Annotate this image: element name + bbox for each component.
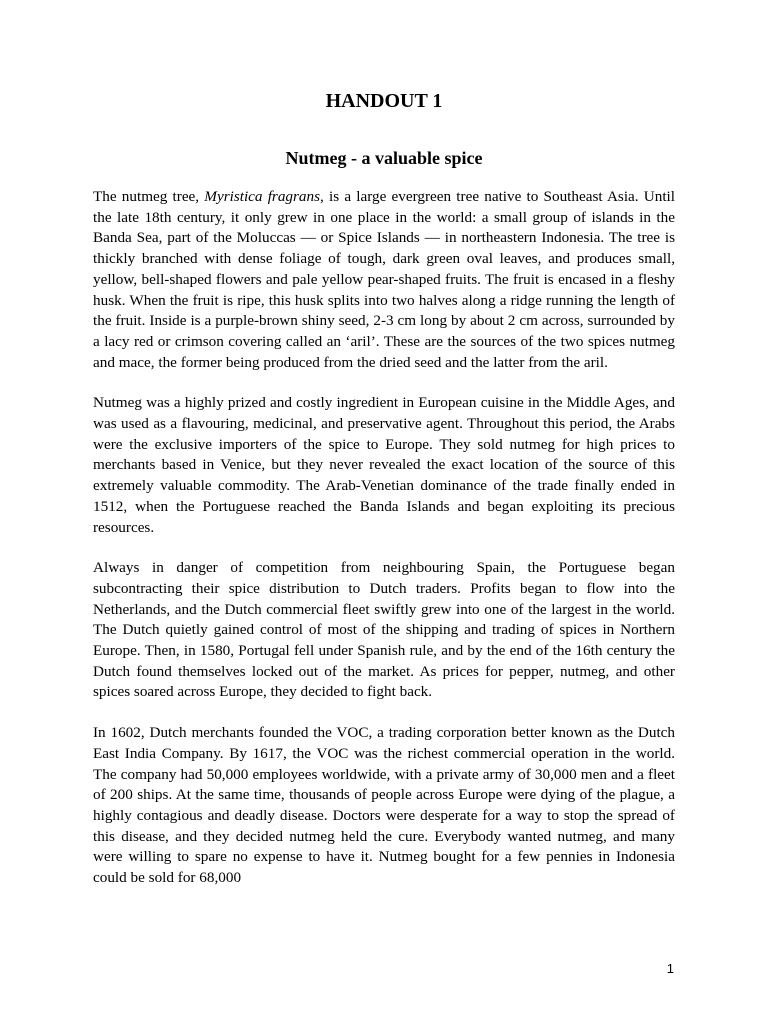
page-number: 1 [666,961,674,976]
document-body [93,187,675,909]
document-title: HANDOUT 1 [325,90,443,112]
document-subtitle: Nutmeg - a valuable spice [285,148,483,168]
paragraph-2: Nutmeg was a highly prized and costly ingredient in European cuisine in the Middle Ages, and was used as a flavouring, medicinal, and preservative agent. Throughout this period, the Arabs were the exclusive importers of the spice to Europe. They sold nutmeg for high prices to merchants based in Venice, but they never revealed the exact location of the source of this extremely valuable commodity. The Arab-Venetian dominance of the trade finally ended in 1512, when the Portuguese reached the Banda Islands and began exploiting its precious resources. [93,394,675,536]
species-name: Myristica fragrans [204,188,321,205]
paragraph-1-after: , is a large evergreen tree native to Southeast Asia. Until the late 18th century, it only grew in one place in the world: a small group of islands in the Banda Sea, part of the Moluccas — or Spice Islands — in northeastern Indonesia. The tree is thickly branched with dense foliage of tough, dark green oval leaves, and produces small, yellow, bell-shaped flowers and pale yellow pear-shaped fruits. The fruit is encased in a fleshy husk. When the fruit is ripe, this husk splits into two halves along a ridge running the length of the fruit. Inside is a purple-brown shiny seed, 2-3 cm long by about 2 cm across, surrounded by a lacy red or crimson covering called an ‘aril’. These are the sources of the two spices nutmeg and mace, the former being produced from the dried seed and the latter from the aril. [93,188,675,371]
paragraph-3: Always in danger of competition from neighbouring Spain, the Portuguese began subcontracting their spice distribution to Dutch traders. Profits began to flow into the Netherlands, and the Dutch commercial fleet swiftly grew into one of the largest in the world. The Dutch quietly gained control of most of the shipping and trading of spices in Northern Europe. Then, in 1580, Portugal fell under Spanish rule, and by the end of the 16th century the Dutch found themselves locked out of the market. As prices for pepper, nutmeg, and other spices soared across Europe, they decided to fight back. [93,559,675,701]
paragraph-1-before: The nutmeg tree, [93,188,205,205]
paragraph-1 [93,187,675,373]
paragraph-4: In 1602, Dutch merchants founded the VOC, a trading corporation better known as the Dutch East India Company. By 1617, the VOC was the richest commercial operation in the world. The company had 50,000 employees worldwide, with a private army of 30,000 men and a fleet of 200 ships. At the same time, thousands of people across Europe were dying of the plague, a highly contagious and deadly disease. Doctors were desperate for a way to stop the spread of this disease, and they decided nutmeg held the cure. Everybody wanted nutmeg, and many were willing to spare no expense to have it. Nutmeg bought for a few pennies in Indonesia could be sold for 68,000 [93,724,675,887]
